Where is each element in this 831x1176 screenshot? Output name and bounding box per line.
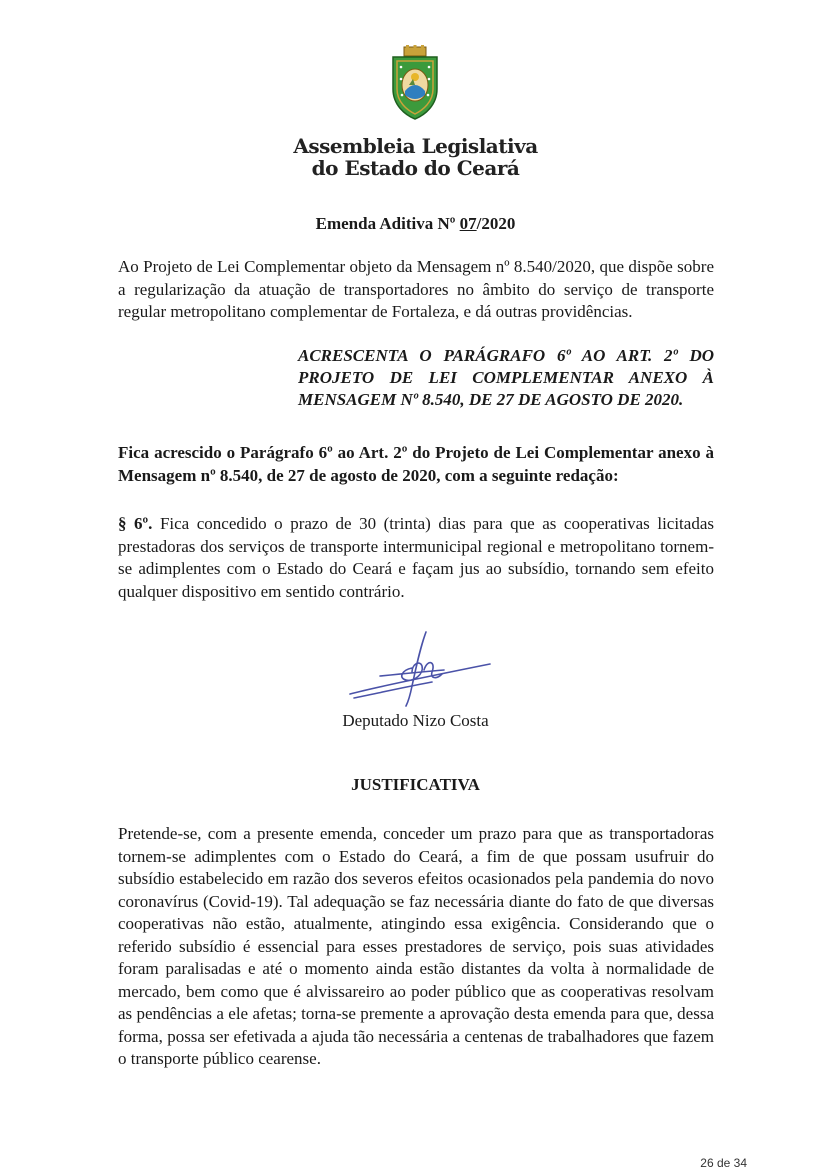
caput-paragraph: ACRESCENTA O PARÁGRAFO 6º AO ART. 2º DO PROJETO DE LEI COMPLEMENTAR ANEXO À MENSAGEM Nº 8.540, DE 27 DE AGOSTO DE 2020. — [298, 346, 714, 409]
institution-name-line2: do Estado do Ceará — [311, 156, 520, 180]
page-number: 26 de 34 — [700, 1156, 747, 1170]
section-paragraph — [118, 513, 714, 603]
justification-paragraph: Pretende-se, com a presente emenda, conceder um prazo para que as transportadoras tornem-se adimplentes com o Estado do Ceará, a fim de que possam usufruir do subsídio estabelecido em razão dos severos efeitos ocasionados pela pandemia do novo coronavírus (Covid-19). Tal adequação se faz necessária diante do fato de que diversas cooperativas não estão, atualmente, atingindo essa exigência. Considerando que o referido subsídio é essencial para esses prestadores de serviço, pois suas atividades foram paralisadas e até o momento ainda estão distantes da volta à normalidade de mercado, bem como que é alvissareiro ao poder público que as cooperativas resolvam as pendências a ele afetas; torna-se premente a aprovação desta emenda para que, dessa forma, possa ser efetivada a ajuda tão necessária a centenas de trabalhadores que fazem o transporte público cearense. — [118, 824, 714, 1068]
handwritten-signature-icon — [340, 628, 500, 708]
institution-name-line1: Assembleia Legislativa — [293, 134, 538, 158]
title-prefix: Emenda Aditiva Nº — [315, 214, 456, 233]
justification-heading: JUSTIFICATIVA — [351, 775, 480, 794]
intro-paragraph: Fica acrescido o Parágrafo 6º ao Art. 2º do Projeto de Lei Complementar anexo à Mensagem nº 8.540, de 27 de agosto de 2020, com a seguinte redação: — [118, 443, 714, 485]
section-label: § 6º. — [118, 514, 153, 533]
amendment-number: 07 — [459, 214, 477, 233]
section-text: Fica concedido o prazo de 30 (trinta) dias para que as cooperativas licitadas prestadoras dos serviços de transporte intermunicipal regional e metropolitano tornem-se adimplentes com o Estado do Ceará e façam jus ao subsídio, tornando sem efeito qualquer dispositivo em sentido contrário. — [118, 514, 714, 601]
amendment-title — [0, 214, 831, 234]
ementa-paragraph: Ao Projeto de Lei Complementar objeto da Mensagem nº 8.540/2020, que dispõe sobre a regularização da atuação de transportadores no âmbito do serviço de transporte regular metropolitano complementar de Fortaleza, e dá outras providências. — [118, 257, 714, 321]
ceara-state-crest-icon — [387, 45, 443, 121]
amendment-year: /2020 — [476, 214, 516, 233]
signer-name: Deputado Nizo Costa — [342, 711, 489, 730]
